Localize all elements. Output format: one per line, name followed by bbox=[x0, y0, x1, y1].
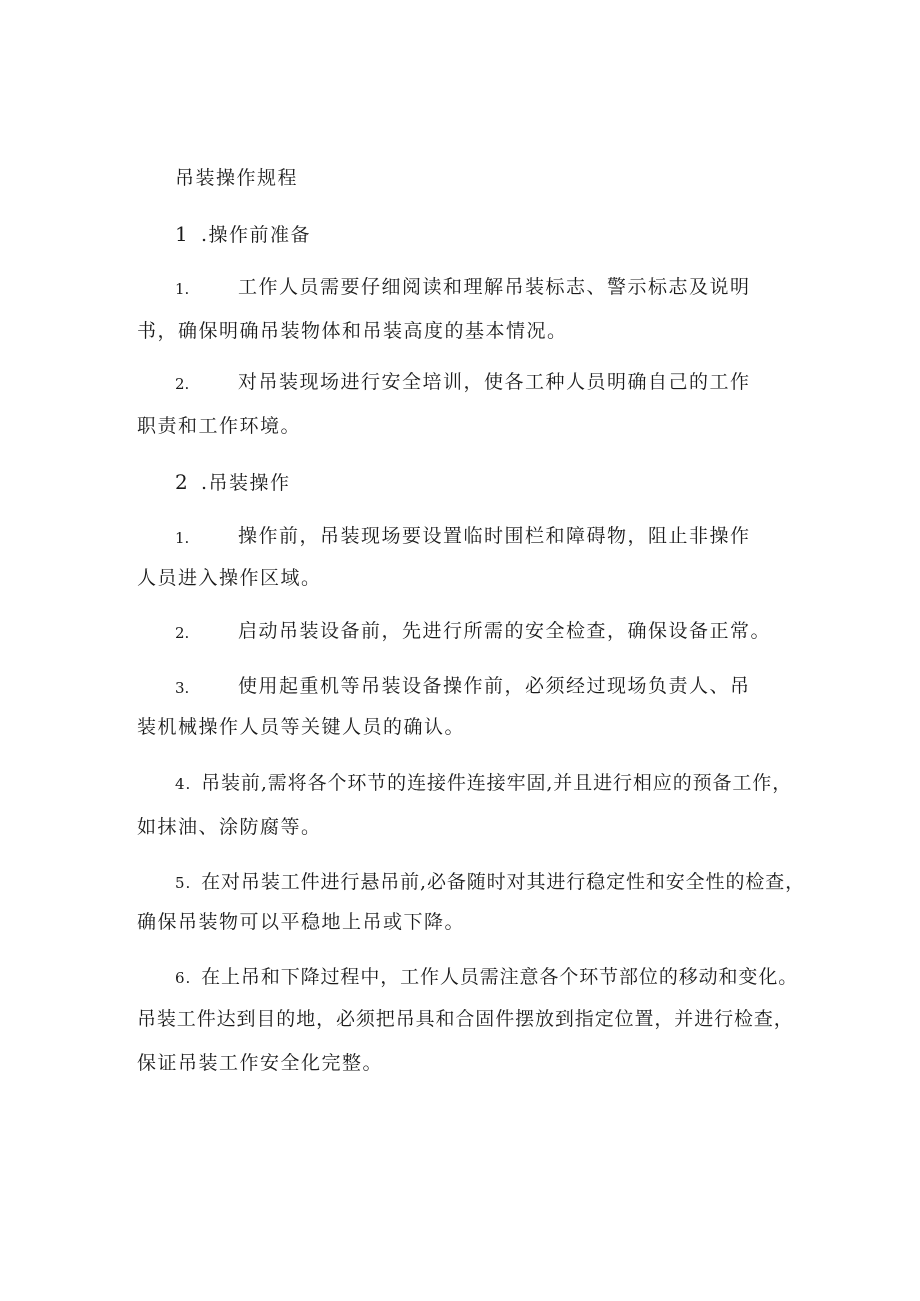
item-text-line: 确保吊装物可以平稳地上吊或下降。 bbox=[137, 911, 466, 933]
section-title: .吊装操作 bbox=[201, 472, 291, 494]
item-text-line: 书，确保明确吊装物体和吊装高度的基本情况。 bbox=[137, 320, 568, 342]
item-text-line: 装机械操作人员等关键人员的确认。 bbox=[137, 716, 466, 738]
item-number: 2. bbox=[175, 624, 190, 642]
item-text-line: 保证吊装工作安全化完整。 bbox=[137, 1052, 384, 1074]
item-number: 3. bbox=[175, 679, 190, 697]
item-text-line: 操作前，吊装现场要设置临时围栏和障碍物，阻止非操作 bbox=[238, 525, 751, 547]
section-heading-2 bbox=[175, 470, 291, 495]
item-number: 2. bbox=[175, 375, 190, 393]
item-text-line: 如抹油、涂防腐等。 bbox=[137, 816, 322, 838]
section-number: 2 bbox=[175, 470, 190, 494]
item-text-line: 吊装工件达到目的地，必须把吊具和合固件摆放到指定位置，并进行检查， bbox=[137, 1008, 794, 1030]
section-number: 1 bbox=[175, 222, 190, 246]
item-text-line: 启动吊装设备前，先进行所需的安全检查，确保设备正常。 bbox=[238, 620, 772, 642]
item-text-line: 职责和工作环境。 bbox=[137, 415, 302, 437]
item-line-first bbox=[175, 870, 805, 895]
item-text-line: 人员进入操作区域。 bbox=[137, 567, 322, 589]
item-line-first bbox=[175, 771, 792, 796]
item-number: 1. bbox=[175, 280, 190, 298]
item-text-line: 吊装前,需将各个环节的连接件连接牢固,并且进行相应的预备工作， bbox=[201, 772, 793, 794]
item-number: 4. bbox=[175, 775, 192, 793]
section-heading-1 bbox=[175, 222, 311, 247]
section-title: .操作前准备 bbox=[201, 224, 312, 246]
item-text-line: 在上吊和下降过程中，工作人员需注意各个环节部位的移动和变化。 bbox=[201, 966, 799, 988]
item-number: 5. bbox=[175, 874, 192, 892]
item-number: 1. bbox=[175, 529, 190, 547]
item-text-line: 工作人员需要仔细阅读和理解吊装标志、警示标志及说明 bbox=[238, 276, 751, 298]
item-text-line: 对吊装现场进行安全培训，使各工种人员明确自己的工作 bbox=[238, 371, 751, 393]
item-text-line: 在对吊装工件进行悬吊前,必备随时对其进行稳定性和安全性的检查， bbox=[201, 871, 806, 893]
item-line-first bbox=[175, 965, 798, 990]
item-number: 6. bbox=[175, 969, 192, 987]
document-title: 吊装操作规程 bbox=[175, 167, 299, 189]
item-text-line: 使用起重机等吊装设备操作前，必须经过现场负责人、吊 bbox=[238, 675, 751, 697]
